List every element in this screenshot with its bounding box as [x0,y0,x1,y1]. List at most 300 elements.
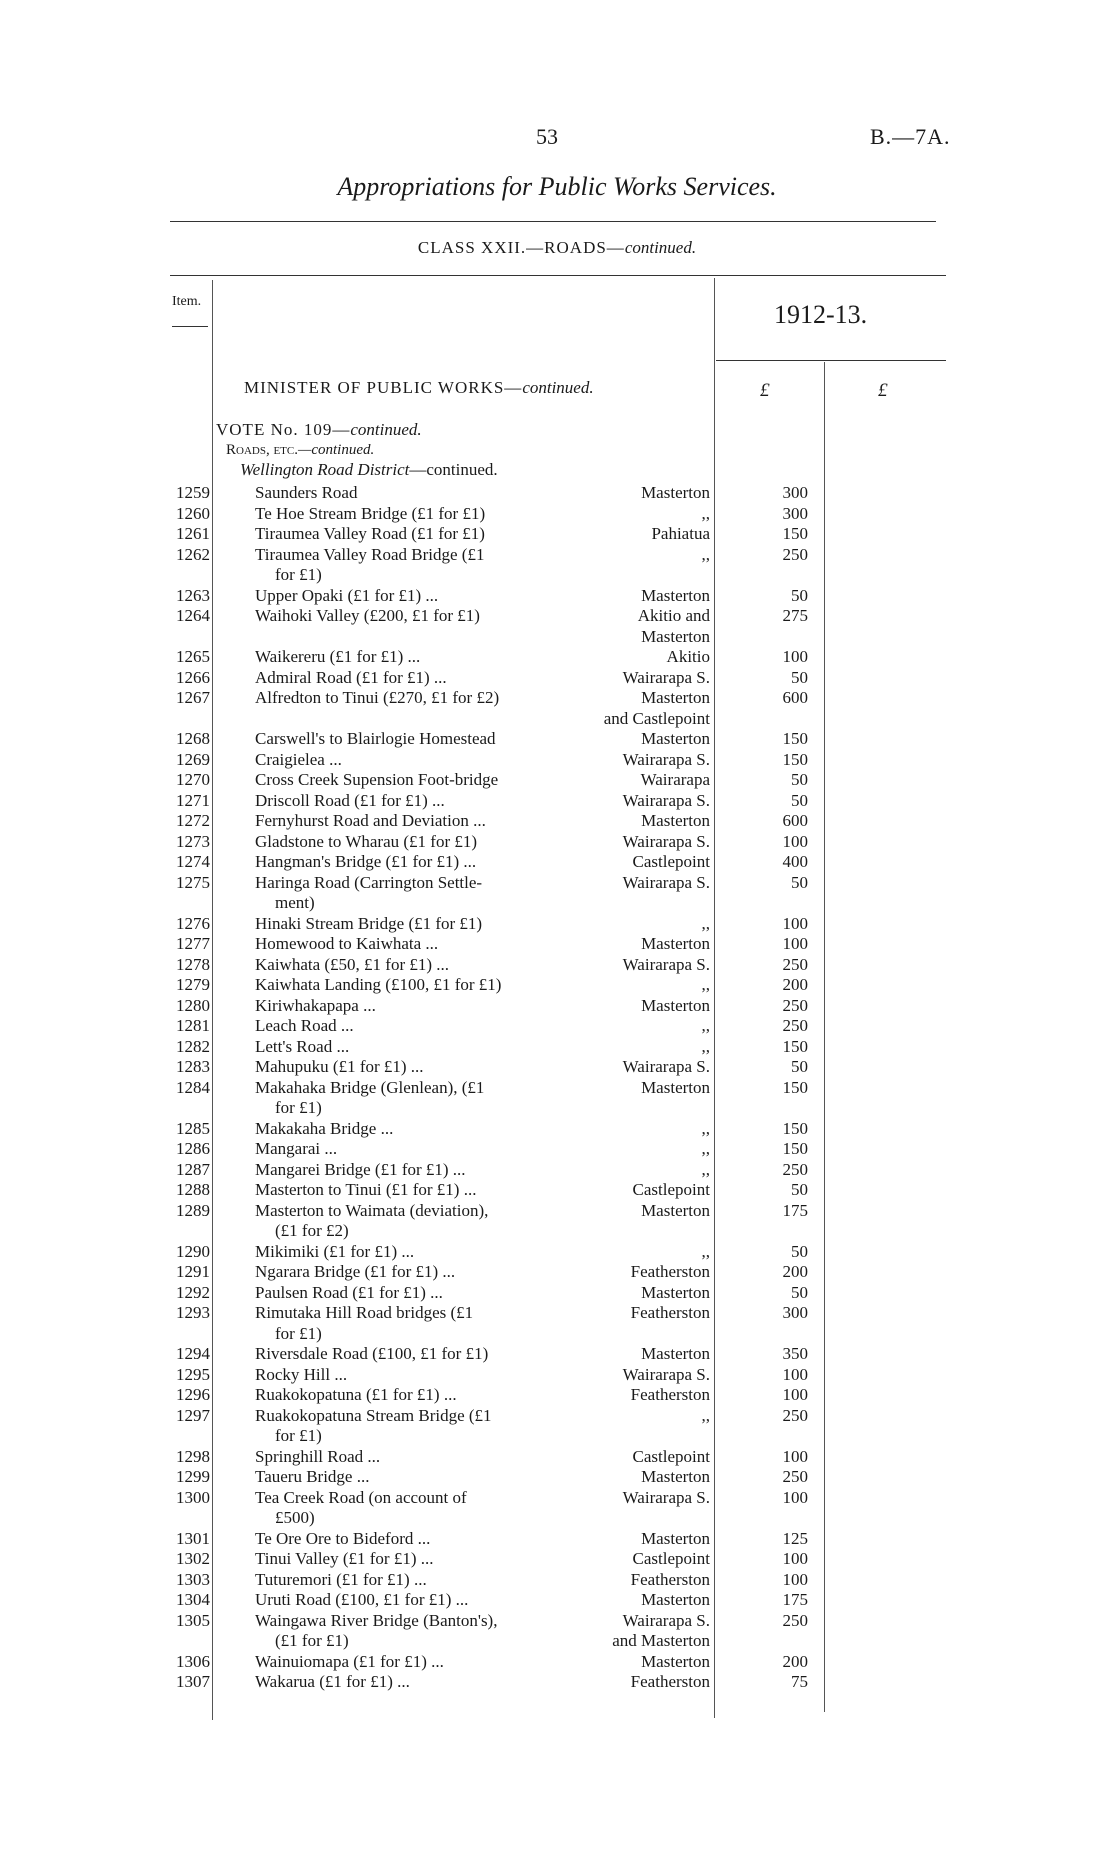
item-description [255,770,575,791]
item-description [255,524,575,545]
item-amount: 100 [782,1364,808,1384]
electoral-district-line: Wairarapa S. [622,954,710,974]
electoral-district-line: Masterton [641,1467,710,1486]
roads-main: Roads, etc. [226,442,298,458]
header-top-rule [170,275,946,276]
item-description-continuation: for £1) [275,565,322,584]
item-number: 1295 [176,1364,210,1384]
vote-continued: continued. [350,420,422,439]
electoral-district-line: Masterton [641,1282,710,1302]
item-amount: 200 [782,1651,808,1671]
item-description [255,1652,575,1673]
item-description-line: Tea Creek Road (on account of [255,1487,467,1507]
electoral-district-line: Wairarapa S. [622,749,710,769]
item-amount: 250 [782,1405,808,1425]
item-description-line: Masterton to Tinui (£1 for £1) ... [255,1180,477,1199]
item-number: 1298 [176,1446,210,1466]
table-row [0,606,1114,647]
item-number: 1300 [176,1487,210,1507]
electoral-district-line: Wairarapa S. [622,1487,710,1507]
item-description [255,1016,575,1037]
electoral-district [560,832,710,853]
item-amount: 100 [782,1487,808,1507]
item-number: 1288 [176,1180,210,1199]
electoral-district [560,1242,710,1263]
electoral-district [560,586,710,607]
electoral-district [560,934,710,955]
table-row [0,1057,1114,1078]
table-row [0,1590,1114,1611]
item-number: 1269 [176,749,210,769]
item-amount: 100 [782,647,808,666]
electoral-district [560,1057,710,1078]
table-row [0,1570,1114,1591]
electoral-district [560,1344,710,1365]
electoral-district-line: ,, [701,975,710,994]
table-row [0,1016,1114,1037]
item-description-line: Te Ore Ore to Bideford ... [255,1528,431,1548]
item-description [255,1549,575,1570]
item-amount: 50 [791,1282,808,1302]
item-description [255,688,575,709]
electoral-district-line: Akitio [666,647,710,666]
item-description [255,1447,575,1468]
page-title: Appropriations for Public Works Services. [337,172,777,201]
item-description [255,1406,575,1447]
item-amount: 300 [782,503,808,523]
item-number: 1281 [176,1016,210,1035]
page-number: 53 [536,124,558,149]
item-description-line: Craigielea ... [255,749,342,769]
item-description [255,729,575,750]
item-description-line: Kiriwhakapapa ... [255,995,376,1015]
electoral-district [560,545,710,566]
item-description [255,504,575,525]
item-amount: 600 [782,811,808,830]
item-number: 1302 [176,1549,210,1568]
item-description-continuation: ment) [275,893,315,912]
electoral-district-line: Wairarapa S. [622,1057,710,1076]
item-number: 1289 [176,1200,210,1220]
item-description-line: Makahaka Bridge (Glenlean), (£1 [255,1077,485,1097]
item-description-line: Cross Creek Supension Foot-bridge [255,770,499,789]
item-description-line: Makakaha Bridge ... [255,1118,394,1138]
electoral-district [560,504,710,525]
electoral-district-line: Wairarapa [640,770,710,789]
electoral-district [560,524,710,545]
item-description [255,1488,575,1529]
item-amount: 400 [782,852,808,871]
item-number: 1266 [176,667,210,687]
item-amount: 150 [782,1139,808,1158]
item-description-line: Mikimiki (£1 for £1) ... [255,1241,415,1261]
electoral-district-line: ,, [701,1118,710,1138]
electoral-district-line: Masterton [641,811,710,830]
item-amount: 50 [791,1057,808,1076]
electoral-district [560,914,710,935]
item-amount: 100 [782,1549,808,1568]
item-number: 1270 [176,770,210,789]
electoral-district-line: ,, [701,503,710,523]
item-number: 1307 [176,1672,210,1691]
table-row [0,1139,1114,1160]
minister-continued: continued. [522,378,594,397]
item-description-line: Upper Opaki (£1 for £1) ... [255,585,439,605]
item-description-line: Lett's Road ... [255,1036,350,1056]
item-amount: 50 [791,1241,808,1261]
document-reference: B.—7A. [870,124,951,149]
class-heading-continued: continued. [624,238,697,257]
item-description [255,1242,575,1263]
table-row [0,1037,1114,1058]
item-description-line: Admiral Road (£1 for £1) ... [255,667,447,687]
electoral-district-line: Featherston [630,1672,710,1691]
district-main: Wellington Road District [240,460,410,479]
item-description [255,1385,575,1406]
item-description [255,852,575,873]
item-amount: 175 [782,1590,808,1609]
electoral-district-line: ,, [701,1159,710,1179]
item-description-line: Tiraumea Valley Road (£1 for £1) [255,524,485,543]
electoral-district [560,647,710,668]
item-description-line: Ruakokopatuna (£1 for £1) ... [255,1385,457,1404]
electoral-district [560,688,710,729]
table-row [0,1283,1114,1304]
electoral-district-line: Masterton [641,1344,710,1363]
item-description-continuation: for £1) [275,1426,322,1445]
table-row [0,483,1114,504]
electoral-district-line: Masterton [641,1077,710,1097]
item-description [255,1078,575,1119]
item-description-line: Tinui Valley (£1 for £1) ... [255,1549,434,1568]
item-number: 1297 [176,1405,210,1425]
appropriations-table [0,483,1114,1693]
electoral-district-line: Featherston [630,1262,710,1281]
table-row [0,1488,1114,1529]
electoral-district-line: Akitio and [637,606,710,625]
electoral-district [560,1180,710,1201]
item-description-line: Springhill Road ... [255,1446,381,1466]
item-amount: 600 [782,688,808,707]
item-description-line: Homewood to Kaiwhata ... [255,934,439,953]
table-row [0,1180,1114,1201]
item-number: 1303 [176,1569,210,1589]
item-description-line: Masterton to Waimata (deviation), [255,1200,489,1220]
item-description-line: Wainuiomapa (£1 for £1) ... [255,1651,444,1671]
item-number: 1263 [176,585,210,605]
electoral-district [560,1283,710,1304]
item-description [255,1365,575,1386]
electoral-district-line: ,, [701,1405,710,1425]
item-description [255,1139,575,1160]
electoral-district-line: Wairarapa S. [622,667,710,687]
item-description [255,586,575,607]
electoral-district [560,1365,710,1386]
electoral-district [560,1447,710,1468]
item-amount: 200 [782,975,808,994]
item-number: 1278 [176,954,210,974]
item-description [255,1057,575,1078]
item-number: 1259 [176,483,210,502]
class-heading [0,238,1114,258]
electoral-district [560,955,710,976]
item-description-line: Gladstone to Wharau (£1 for £1) [255,831,478,851]
table-row [0,1672,1114,1693]
item-number: 1265 [176,647,210,666]
table-row [0,996,1114,1017]
item-description-line: Hangman's Bridge (£1 for £1) ... [255,852,477,871]
electoral-district [560,483,710,504]
item-description-line: Tiraumea Valley Road Bridge (£1 [255,544,485,564]
item-description-line: Mangarai ... [255,1139,338,1158]
electoral-district-line: Masterton [641,934,710,953]
electoral-district [560,1201,710,1222]
item-description-line: Te Hoe Stream Bridge (£1 for £1) [255,503,486,523]
item-amount: 350 [782,1344,808,1363]
item-description-line: Tuturemori (£1 for £1) ... [255,1569,427,1589]
item-amount: 150 [782,1077,808,1097]
item-description-line: Waingawa River Bridge (Banton's), [255,1610,498,1630]
item-amount: 50 [791,667,808,687]
item-description-continuation: for £1) [275,1098,322,1117]
item-number: 1277 [176,934,210,953]
electoral-district-continuation: and Masterton [612,1631,710,1650]
item-description [255,668,575,689]
table-row [0,729,1114,750]
item-amount: 100 [782,913,808,933]
item-description-line: Carswell's to Blairlogie Homestead [255,729,496,748]
item-number: 1279 [176,975,210,994]
item-number: 1282 [176,1036,210,1056]
item-description [255,1160,575,1181]
electoral-district [560,1590,710,1611]
electoral-district-continuation: and Castlepoint [603,708,710,728]
electoral-district-line: Featherston [630,1303,710,1322]
year-column-header: 1912-13. [774,300,868,329]
item-amount: 175 [782,1200,808,1220]
electoral-district [560,750,710,771]
item-amount: 50 [791,1180,808,1199]
table-row [0,1078,1114,1119]
item-description [255,1611,575,1652]
year-header-rule [716,360,946,361]
item-number: 1283 [176,1057,210,1076]
electoral-district [560,1672,710,1693]
item-description [255,1119,575,1140]
district-subheading [240,460,498,480]
item-number: 1284 [176,1077,210,1097]
item-description-continuation: £500) [275,1508,315,1527]
table-row [0,504,1114,525]
table-row [0,1303,1114,1344]
item-description-line: Saunders Road [255,483,358,502]
item-description-line: Haringa Road (Carrington Settle- [255,872,483,892]
item-description [255,1529,575,1550]
item-number: 1291 [176,1262,210,1281]
item-amount: 250 [782,544,808,564]
item-number: 1285 [176,1118,210,1138]
item-description [255,1344,575,1365]
item-description-line: Taueru Bridge ... [255,1467,370,1486]
electoral-district [560,1016,710,1037]
item-amount: 100 [782,1385,808,1404]
district-continued: —continued. [409,460,498,479]
electoral-district [560,1529,710,1550]
item-amount: 125 [782,1528,808,1548]
item-amount: 250 [782,954,808,974]
table-row [0,688,1114,729]
vote-heading [216,420,422,440]
item-number: 1287 [176,1159,210,1179]
electoral-district [560,606,710,647]
electoral-district [560,1406,710,1427]
electoral-district-line: Masterton [641,688,710,707]
item-description-line: Ruakokopatuna Stream Bridge (£1 [255,1405,492,1425]
electoral-district [560,1611,710,1652]
electoral-district-line: Wairarapa S. [622,1364,710,1384]
item-amount: 250 [782,1467,808,1486]
item-number: 1286 [176,1139,210,1158]
table-row [0,1611,1114,1652]
item-number: 1292 [176,1282,210,1302]
item-number: 1268 [176,729,210,748]
item-header-dash [172,326,208,327]
item-description-line: Mangarei Bridge (£1 for £1) ... [255,1159,466,1179]
vote-main: VOTE No. 109— [216,420,351,439]
item-description [255,791,575,812]
item-number: 1306 [176,1651,210,1671]
item-description [255,1672,575,1693]
item-description [255,1467,575,1488]
electoral-district-line: Masterton [641,995,710,1015]
item-number: 1274 [176,852,210,871]
item-amount: 150 [782,749,808,769]
table-row [0,1201,1114,1242]
table-row [0,1365,1114,1386]
item-amount: 75 [791,1672,808,1691]
item-description-line: Leach Road ... [255,1016,354,1035]
table-row [0,811,1114,832]
item-amount: 100 [782,831,808,851]
electoral-district [560,1037,710,1058]
table-row [0,1652,1114,1673]
item-number: 1260 [176,503,210,523]
item-description-line: Riversdale Road (£100, £1 for £1) [255,1344,489,1363]
title-rule [170,221,936,222]
electoral-district-continuation: Masterton [641,626,710,646]
electoral-district [560,668,710,689]
roads-continued: —continued. [297,442,375,458]
item-description [255,1201,575,1242]
electoral-district-line: Castlepoint [632,1180,710,1199]
item-amount: 300 [782,483,808,502]
minister-main: MINISTER OF PUBLIC WORKS— [244,378,523,397]
class-heading-main: CLASS XXII.—ROADS— [417,238,625,257]
item-number: 1273 [176,831,210,851]
electoral-district [560,1652,710,1673]
item-description [255,955,575,976]
table-row [0,873,1114,914]
electoral-district-line: Masterton [641,1200,710,1220]
electoral-district [560,1262,710,1283]
minister-heading [244,378,594,398]
item-description [255,1303,575,1344]
electoral-district [560,1119,710,1140]
electoral-district [560,811,710,832]
item-description [255,832,575,853]
item-description [255,1570,575,1591]
electoral-district-line: Masterton [641,1651,710,1671]
table-row [0,770,1114,791]
item-amount: 100 [782,1446,808,1466]
item-description-line: Wakarua (£1 for £1) ... [255,1672,410,1691]
table-row [0,1406,1114,1447]
item-amount: 100 [782,934,808,953]
table-row [0,1529,1114,1550]
item-description-line: Kaiwhata (£50, £1 for £1) ... [255,954,450,974]
table-row [0,832,1114,853]
table-row [0,1467,1114,1488]
item-description [255,606,575,627]
electoral-district [560,1303,710,1324]
table-row [0,1385,1114,1406]
item-amount: 150 [782,1118,808,1138]
item-amount: 150 [782,524,808,543]
electoral-district [560,996,710,1017]
electoral-district-line: Featherston [630,1569,710,1589]
table-row [0,791,1114,812]
currency-symbol-2: £ [878,380,888,401]
table-row [0,955,1114,976]
item-description-line: Rocky Hill ... [255,1364,348,1384]
electoral-district-line: Castlepoint [632,852,710,871]
item-description-line: Waikereru (£1 for £1) ... [255,647,421,666]
electoral-district-line: Masterton [641,1528,710,1548]
table-row [0,1344,1114,1365]
item-description-line: Driscoll Road (£1 for £1) ... [255,790,445,810]
item-description-line: Paulsen Road (£1 for £1) ... [255,1282,443,1302]
electoral-district [560,1549,710,1570]
electoral-district-line: Wairarapa S. [622,790,710,810]
electoral-district-line: Masterton [641,483,710,502]
table-row [0,934,1114,955]
table-row [0,586,1114,607]
electoral-district [560,975,710,996]
item-description-line: Hinaki Stream Bridge (£1 for £1) [255,913,483,933]
electoral-district [560,852,710,873]
item-number: 1304 [176,1590,210,1609]
item-number: 1267 [176,688,210,707]
item-description-continuation: for £1) [275,1323,322,1343]
item-description-continuation: (£1 for £2) [275,1221,349,1240]
item-description [255,1262,575,1283]
item-amount: 50 [791,585,808,605]
table-row [0,914,1114,935]
electoral-district [560,791,710,812]
electoral-district [560,1078,710,1099]
electoral-district [560,1385,710,1406]
item-description [255,545,575,586]
item-amount: 250 [782,1610,808,1630]
item-number: 1294 [176,1344,210,1363]
table-row [0,524,1114,545]
electoral-district-line: ,, [701,1241,710,1261]
item-amount: 50 [791,770,808,789]
item-number: 1271 [176,790,210,810]
item-description [255,750,575,771]
electoral-district-line: Wairarapa S. [622,831,710,851]
item-amount: 200 [782,1262,808,1281]
